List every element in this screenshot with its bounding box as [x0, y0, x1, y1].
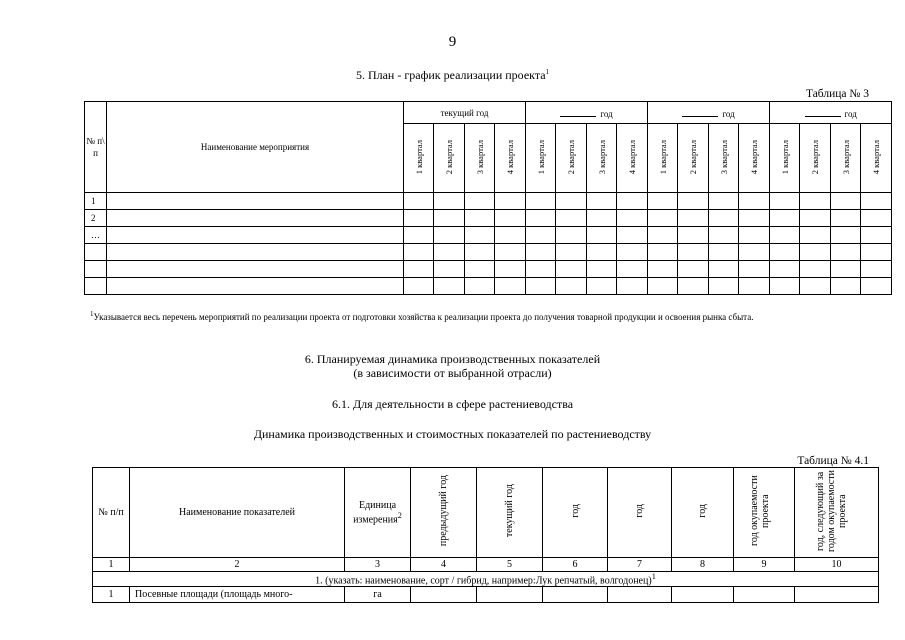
quarter-cell[interactable] — [434, 193, 465, 210]
crop-group-text: 1. (указать: наименование, сорт / гибрид, например:Лук репчатый, волгодонец) — [315, 575, 652, 587]
quarter-cell[interactable] — [678, 261, 709, 278]
crop-group-row — [93, 572, 879, 587]
quarter-cell[interactable] — [465, 261, 495, 278]
quarter-cell[interactable] — [617, 227, 648, 244]
quarter-label: 2 квартал — [566, 139, 577, 175]
event-name-cell[interactable] — [107, 193, 404, 210]
table-row — [85, 227, 892, 244]
footnote-1-text: Указывается весь перечень мероприятий по реализации проекта от подготовки хозяйства к реализации проекта до получения товарной продукции и освоения рынка сбыта. — [93, 312, 754, 322]
footnote-1-mark: 1 — [90, 310, 94, 318]
quarter-cell[interactable] — [587, 227, 617, 244]
quarter-cell[interactable] — [434, 278, 465, 295]
header-payback-year — [734, 468, 795, 558]
page-number: 9 — [448, 34, 457, 50]
quarter-header — [587, 124, 617, 193]
column-number-cell: 9 — [734, 558, 795, 572]
quarter-label: 1 квартал — [657, 139, 668, 175]
data-cell[interactable] — [795, 587, 879, 603]
quarter-header — [678, 124, 709, 193]
quarter-label: 2 квартал — [810, 139, 821, 175]
quarter-cell[interactable] — [617, 210, 648, 227]
quarter-cell[interactable] — [465, 227, 495, 244]
quarter-header — [434, 124, 465, 193]
header-num-text: № п/п — [98, 507, 124, 518]
header-year-7 — [608, 468, 672, 558]
quarter-cell[interactable] — [556, 261, 587, 278]
quarter-label: 3 квартал — [718, 139, 729, 175]
col-number-header-text: № п\ п — [86, 136, 105, 158]
table-row — [85, 261, 892, 278]
section-6-title-line1: 6. Планируемая динамика производственных показателей — [304, 352, 601, 366]
header-unit — [345, 468, 411, 558]
event-name-cell[interactable] — [107, 210, 404, 227]
event-name-cell[interactable] — [107, 278, 404, 295]
schedule-table-body — [85, 193, 892, 295]
quarter-cell[interactable] — [465, 244, 495, 261]
quarter-header — [831, 124, 861, 193]
year-header-1 — [404, 102, 526, 124]
quarter-cell[interactable] — [709, 244, 739, 261]
column-number-cell: 6 — [543, 558, 608, 572]
quarter-cell[interactable] — [587, 261, 617, 278]
header-year-8 — [672, 468, 734, 558]
year-header-1-text: текущий год — [440, 107, 489, 118]
quarter-header — [495, 124, 526, 193]
event-name-cell[interactable] — [107, 261, 404, 278]
row-number-cell — [85, 278, 107, 295]
quarter-cell[interactable] — [617, 261, 648, 278]
column-number-cell: 4 — [411, 558, 477, 572]
quarter-header — [861, 124, 892, 193]
quarter-header — [404, 124, 434, 193]
header-current-year — [477, 468, 543, 558]
col-event-name-header — [107, 102, 404, 193]
table-3-label: Таблица № 3 — [805, 88, 869, 100]
quarter-label: 3 квартал — [596, 139, 607, 175]
quarter-cell[interactable] — [404, 210, 434, 227]
quarter-cell[interactable] — [831, 278, 861, 295]
quarter-cell[interactable] — [404, 244, 434, 261]
quarter-cell[interactable] — [831, 210, 861, 227]
quarter-label: 1 квартал — [779, 139, 790, 175]
quarter-label: 3 квартал — [840, 139, 851, 175]
quarter-cell[interactable] — [678, 278, 709, 295]
quarter-cell[interactable] — [709, 278, 739, 295]
header-year-8-text: год — [697, 504, 708, 518]
quarter-cell[interactable] — [434, 227, 465, 244]
quarter-cell[interactable] — [739, 227, 770, 244]
quarter-header — [739, 124, 770, 193]
column-number-cell: 3 — [345, 558, 411, 572]
quarter-cell[interactable] — [678, 210, 709, 227]
table-row — [85, 193, 892, 210]
header-after-payback-year — [795, 468, 879, 558]
quarter-label: 1 квартал — [413, 139, 424, 175]
section-6-title-line2: (в зависимости от выбранной отрасли) — [353, 366, 552, 380]
quarter-cell[interactable] — [770, 210, 800, 227]
year-header-4 — [770, 102, 892, 124]
data-row-num-text: 1 — [108, 589, 114, 601]
table-row — [85, 210, 892, 227]
data-row-name — [130, 587, 345, 603]
quarter-cell[interactable] — [526, 193, 556, 210]
schedule-table — [84, 101, 892, 295]
header-payback-year-text: год окупаемости проекта — [749, 475, 771, 547]
quarter-cell[interactable] — [617, 193, 648, 210]
data-cell[interactable] — [672, 587, 734, 603]
quarter-header — [770, 124, 800, 193]
quarter-cell[interactable] — [861, 261, 892, 278]
quarter-cell[interactable] — [648, 210, 678, 227]
quarter-cell[interactable] — [587, 193, 617, 210]
header-indicator-name — [130, 468, 345, 558]
quarter-cell[interactable] — [739, 193, 770, 210]
year-blank-line — [560, 107, 596, 117]
quarter-cell[interactable] — [465, 278, 495, 295]
data-cell[interactable] — [734, 587, 795, 603]
section-5-title — [0, 68, 905, 83]
crop-group-footnote-mark: 1 — [651, 572, 656, 581]
section-5-title-text: 5. План - график реализации проекта — [355, 68, 546, 82]
quarter-cell[interactable] — [800, 227, 831, 244]
quarter-header — [526, 124, 556, 193]
quarter-cell[interactable] — [495, 210, 526, 227]
quarter-cell[interactable] — [648, 193, 678, 210]
column-number-cell: 7 — [608, 558, 672, 572]
column-number-cell: 1 — [93, 558, 130, 572]
quarter-cell[interactable] — [861, 278, 892, 295]
quarter-cell[interactable] — [434, 210, 465, 227]
quarter-cell[interactable] — [770, 244, 800, 261]
row-number-cell — [85, 244, 107, 261]
quarter-label: 4 квартал — [627, 139, 638, 175]
section-6-1-title: 6.1. Для деятельности в сфере растениеводства — [331, 397, 574, 411]
year-blank-line — [682, 107, 718, 117]
header-prev-year-text: предыдущий год — [438, 475, 449, 547]
quarter-cell[interactable] — [495, 193, 526, 210]
quarter-cell[interactable] — [495, 244, 526, 261]
data-cell[interactable] — [608, 587, 672, 603]
quarter-header — [556, 124, 587, 193]
column-number-cell: 2 — [130, 558, 345, 572]
quarter-cell[interactable] — [526, 227, 556, 244]
quarter-cell[interactable] — [709, 210, 739, 227]
quarter-cell[interactable] — [831, 193, 861, 210]
quarter-header — [617, 124, 648, 193]
quarter-label: 4 квартал — [871, 139, 882, 175]
header-after-payback-year-text: год, следующий за годом окупаемости проекта — [814, 470, 848, 552]
data-cell[interactable] — [411, 587, 477, 603]
header-current-year-text: текущий год — [504, 484, 515, 538]
footnote-1 — [90, 311, 880, 324]
quarter-cell[interactable] — [678, 227, 709, 244]
quarter-cell[interactable] — [495, 261, 526, 278]
quarter-cell[interactable] — [495, 227, 526, 244]
row-number-cell — [85, 261, 107, 278]
quarter-cell[interactable] — [648, 244, 678, 261]
quarter-cell[interactable] — [709, 227, 739, 244]
quarter-label: 4 квартал — [505, 139, 516, 175]
row-number-cell: … — [85, 227, 107, 244]
quarter-cell[interactable] — [831, 261, 861, 278]
data-row-name-text: Посевные площади (площадь много- — [135, 589, 293, 601]
quarter-cell[interactable] — [556, 193, 587, 210]
quarter-cell[interactable] — [404, 193, 434, 210]
quarter-header — [465, 124, 495, 193]
quarter-cell[interactable] — [800, 261, 831, 278]
quarter-cell[interactable] — [739, 261, 770, 278]
data-row-unit — [345, 587, 411, 603]
quarter-cell[interactable] — [404, 261, 434, 278]
quarter-cell[interactable] — [770, 261, 800, 278]
quarter-cell[interactable] — [739, 210, 770, 227]
col-number-header — [85, 102, 107, 193]
quarter-cell[interactable] — [617, 278, 648, 295]
row-number-cell: 1 — [85, 193, 107, 210]
event-name-cell[interactable] — [107, 227, 404, 244]
section-5-title-footnote-mark: 1 — [545, 68, 550, 76]
year-header-4-text: год — [844, 108, 857, 119]
column-numbers-row — [93, 558, 879, 572]
column-number-cell: 5 — [477, 558, 543, 572]
quarter-cell[interactable] — [556, 210, 587, 227]
quarter-cell[interactable] — [434, 244, 465, 261]
quarter-label: 4 квартал — [749, 139, 760, 175]
quarter-cell[interactable] — [861, 227, 892, 244]
quarter-cell[interactable] — [678, 244, 709, 261]
quarter-cell[interactable] — [587, 278, 617, 295]
year-blank-line — [805, 107, 841, 117]
quarter-cell[interactable] — [526, 210, 556, 227]
quarter-cell[interactable] — [556, 227, 587, 244]
quarter-cell[interactable] — [831, 227, 861, 244]
quarter-cell[interactable] — [800, 193, 831, 210]
dynamics-table-title: Динамика производственных и стоимостных показателей по растениеводству — [253, 427, 652, 441]
quarter-cell[interactable] — [800, 210, 831, 227]
header-indicator-name-text: Наименование показателей — [178, 507, 295, 518]
table-4-1-label: Таблица № 4.1 — [797, 455, 869, 467]
quarter-cell[interactable] — [556, 278, 587, 295]
header-unit-text: Единица измерения — [353, 499, 398, 526]
quarter-cell[interactable] — [861, 244, 892, 261]
quarter-cell[interactable] — [404, 227, 434, 244]
quarter-cell[interactable] — [648, 278, 678, 295]
quarter-cell[interactable] — [587, 210, 617, 227]
quarter-cell[interactable] — [465, 193, 495, 210]
quarter-cell[interactable] — [678, 193, 709, 210]
quarter-cell[interactable] — [526, 278, 556, 295]
quarter-cell[interactable] — [648, 227, 678, 244]
quarter-label: 2 квартал — [688, 139, 699, 175]
quarter-cell[interactable] — [648, 261, 678, 278]
column-number-cell: 8 — [672, 558, 734, 572]
data-cell[interactable] — [477, 587, 543, 603]
year-header-3-text: год — [722, 108, 735, 119]
quarter-cell[interactable] — [587, 244, 617, 261]
quarter-cell[interactable] — [434, 261, 465, 278]
quarter-cell[interactable] — [495, 278, 526, 295]
quarter-cell[interactable] — [739, 244, 770, 261]
quarter-cell[interactable] — [770, 193, 800, 210]
quarter-cell[interactable] — [800, 244, 831, 261]
quarter-cell[interactable] — [404, 278, 434, 295]
header-year-6 — [543, 468, 608, 558]
quarter-cell[interactable] — [770, 278, 800, 295]
quarter-label: 3 квартал — [474, 139, 485, 175]
quarter-cell[interactable] — [861, 193, 892, 210]
quarter-cell[interactable] — [800, 278, 831, 295]
quarter-header — [800, 124, 831, 193]
quarter-cell[interactable] — [526, 244, 556, 261]
quarter-cell[interactable] — [709, 193, 739, 210]
header-unit-footnote-mark: 2 — [397, 510, 402, 520]
quarter-cell[interactable] — [465, 210, 495, 227]
quarter-cell[interactable] — [709, 261, 739, 278]
quarter-cell[interactable] — [770, 227, 800, 244]
col-event-name-text: Наименование мероприятия — [200, 142, 310, 152]
quarter-cell[interactable] — [831, 244, 861, 261]
header-num — [93, 468, 130, 558]
event-name-cell[interactable] — [107, 244, 404, 261]
year-header-2 — [526, 102, 648, 124]
year-header-3 — [648, 102, 770, 124]
quarter-label: 1 квартал — [535, 139, 546, 175]
data-row-unit-text: га — [373, 589, 382, 601]
quarter-header — [648, 124, 678, 193]
quarter-cell[interactable] — [556, 244, 587, 261]
quarter-cell[interactable] — [861, 210, 892, 227]
year-header-2-text: год — [600, 108, 613, 119]
table-row — [85, 244, 892, 261]
quarter-cell[interactable] — [739, 278, 770, 295]
header-prev-year — [411, 468, 477, 558]
section-6-title — [0, 352, 905, 380]
data-cell[interactable] — [543, 587, 608, 603]
quarter-label: 2 квартал — [444, 139, 454, 175]
header-year-7-text: год — [634, 504, 645, 518]
row-number-cell: 2 — [85, 210, 107, 227]
quarter-cell[interactable] — [526, 261, 556, 278]
table-row — [85, 278, 892, 295]
quarter-cell[interactable] — [617, 244, 648, 261]
quarter-header — [709, 124, 739, 193]
crop-dynamics-table — [92, 467, 879, 603]
header-year-6-text: год — [569, 504, 581, 518]
data-row-num — [93, 587, 130, 603]
column-number-cell: 10 — [795, 558, 879, 572]
